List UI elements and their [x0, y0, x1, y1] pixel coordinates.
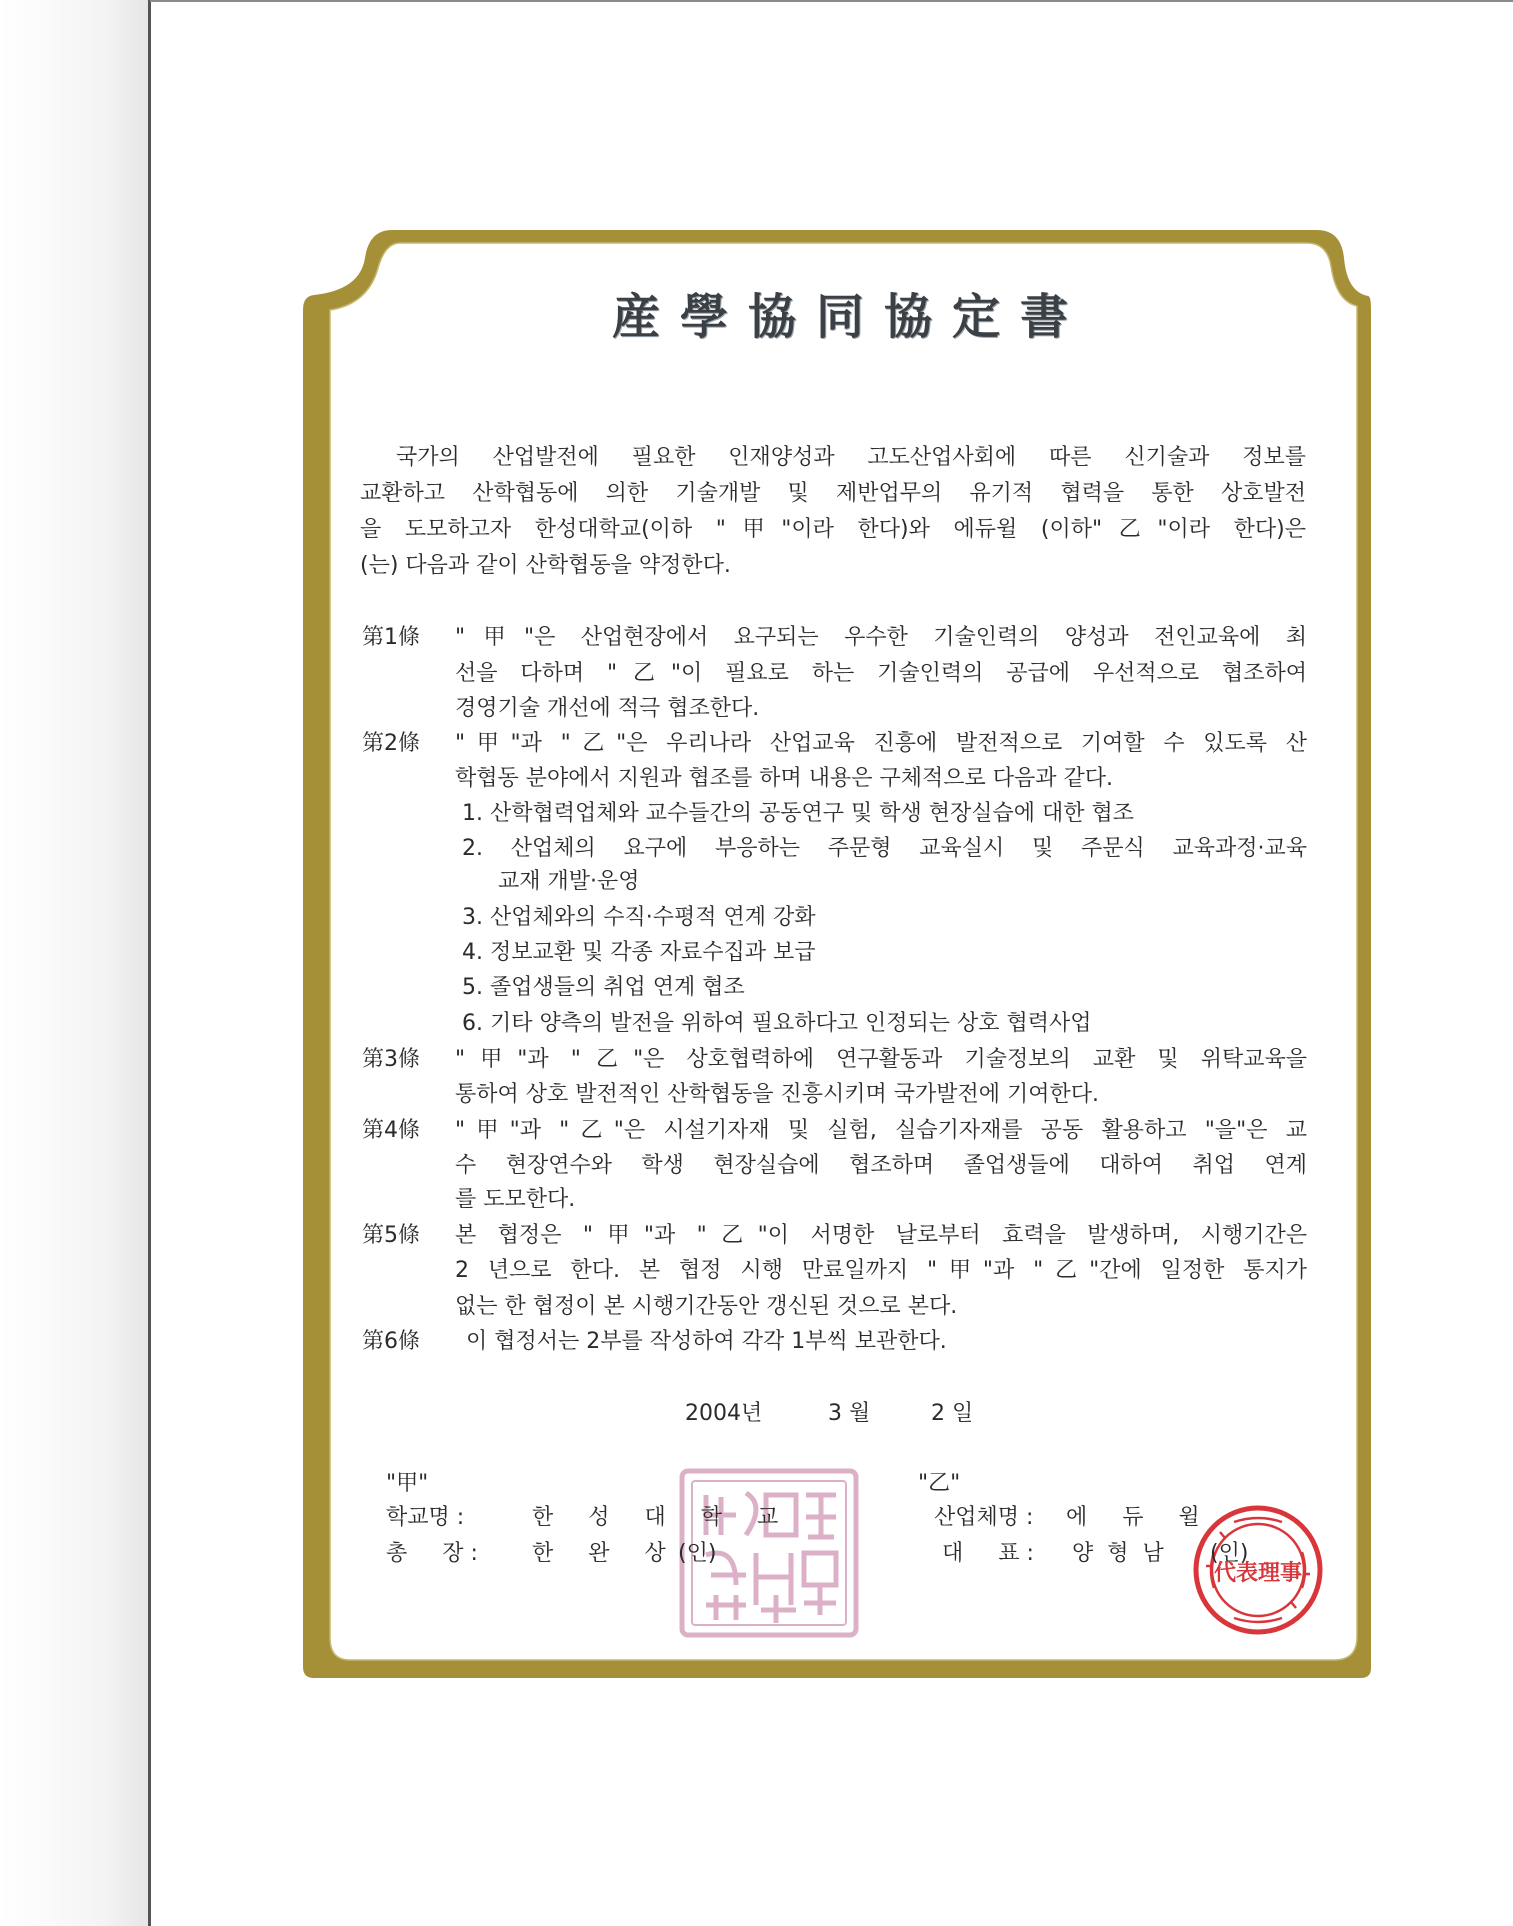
article-5-number: 第5條	[362, 1223, 420, 1248]
article-1-line: "甲"은 산업현장에서 요구되는 우수한 기술인력의 양성과 전인교육에 최	[455, 625, 1307, 650]
party-a-head-name: 한 완 상	[532, 1541, 680, 1566]
party-b-seal-mark: (인)	[1210, 1541, 1249, 1566]
article-2-item: 4. 정보교환 및 각종 자료수집과 보급	[462, 940, 816, 965]
intro-line: (는) 다음과 같이 산학협동을 약정한다.	[360, 553, 731, 578]
article-2-item: 6. 기타 양측의 발전을 위하여 필요하다고 인정되는 상호 협력사업	[462, 1011, 1092, 1036]
party-a-seal-mark: (인)	[678, 1541, 717, 1566]
article-5-line: 본 협정은 "甲"과 "乙"이 서명한 날로부터 효력을 발생하며, 시행기간은	[455, 1223, 1307, 1248]
article-4-number: 第4條	[362, 1118, 420, 1143]
article-1-line: 선을 다하며 "乙"이 필요로 하는 기술인력의 공급에 우선적으로 협조하여	[455, 661, 1307, 686]
article-4-line: 를 도모한다.	[455, 1187, 576, 1212]
date-year: 2004년	[685, 1401, 763, 1426]
intro-line: 교환하고 산학협동에 의한 기술개발 및 제반업무의 유기적 협력을 통한 상호발전	[360, 481, 1306, 506]
article-3-line: "甲"과 "乙"은 상호협력하에 연구활동과 기술정보의 교환 및 위탁교육을	[455, 1047, 1307, 1072]
article-2-item: 1. 산학협력업체와 교수들간의 공동연구 및 학생 현장실습에 대한 협조	[462, 801, 1134, 826]
article-2-number: 第2條	[362, 731, 420, 756]
document-title: 産學協同協定書	[611, 289, 1088, 345]
party-a-school-name: 한 성 대 학 교	[532, 1505, 793, 1530]
article-2-item: 3. 산업체와의 수직·수평적 연계 강화	[462, 905, 816, 930]
date-day: 2 일	[931, 1401, 974, 1426]
party-a-school-label: 학교명 :	[386, 1505, 465, 1530]
company-seal-text: 代表理事	[1213, 1560, 1303, 1586]
article-6-line: 이 협정서는 2부를 작성하여 각각 1부씩 보관한다.	[466, 1329, 947, 1354]
party-b-company-name: 에 듀 윌	[1066, 1505, 1200, 1530]
article-3-number: 第3條	[362, 1047, 420, 1072]
article-2-item-continued: 교재 개발·운영	[498, 869, 640, 894]
intro-line: 국가의 산업발전에 필요한 인재양성과 고도산업사회에 따른 신기술과 정보를	[396, 445, 1306, 470]
article-4-line: "甲"과 "乙"은 시설기자재 및 실험, 실습기자재를 공동 활용하고 "을"은 교	[455, 1118, 1307, 1143]
article-2-line: "甲"과 "乙"은 우리나라 산업교육 진흥에 발전적으로 기여할 수 있도록 산	[455, 731, 1307, 756]
party-b-label: "乙"	[918, 1471, 961, 1496]
article-2-item: 2. 산업체의 요구에 부응하는 주문형 교육실시 및 주문식 교육과정·교육	[462, 836, 1307, 861]
article-2-item: 5. 졸업생들의 취업 연계 협조	[462, 975, 745, 1000]
article-5-line: 2 년으로 한다. 본 협정 시행 만료일까지 "甲"과 "乙"간에 일정한 통지가	[455, 1258, 1307, 1283]
article-5-line: 없는 한 협정이 본 시행기간동안 갱신된 것으로 본다.	[455, 1294, 958, 1319]
article-6-number: 第6條	[362, 1329, 420, 1354]
party-a-head-label: 총 장 :	[386, 1541, 478, 1566]
article-2-line: 학협동 분야에서 지원과 협조를 하며 내용은 구체적으로 다음과 같다.	[455, 766, 1113, 791]
intro-line: 을 도모하고자 한성대학교(이하 "甲"이라 한다)와 에듀윌 (이하"乙"이라 한다)은	[360, 517, 1306, 542]
party-b-company-label: 산업체명 :	[934, 1505, 1034, 1530]
date-month: 3 월	[828, 1401, 871, 1426]
party-b-ceo-name: 양 형 남	[1072, 1541, 1164, 1566]
party-a-label: "甲"	[386, 1471, 429, 1496]
article-1-line: 경영기술 개선에 적극 협조한다.	[455, 696, 760, 721]
party-b-ceo-label: 대 표 :	[942, 1541, 1034, 1566]
article-3-line: 통하여 상호 발전적인 산학협동을 진흥시키며 국가발전에 기여한다.	[455, 1082, 1100, 1107]
article-4-line: 수 현장연수와 학생 현장실습에 협조하며 졸업생들에 대하여 취업 연계	[455, 1153, 1307, 1178]
intro-paragraph	[360, 440, 1306, 584]
article-1-number: 第1條	[362, 625, 420, 650]
